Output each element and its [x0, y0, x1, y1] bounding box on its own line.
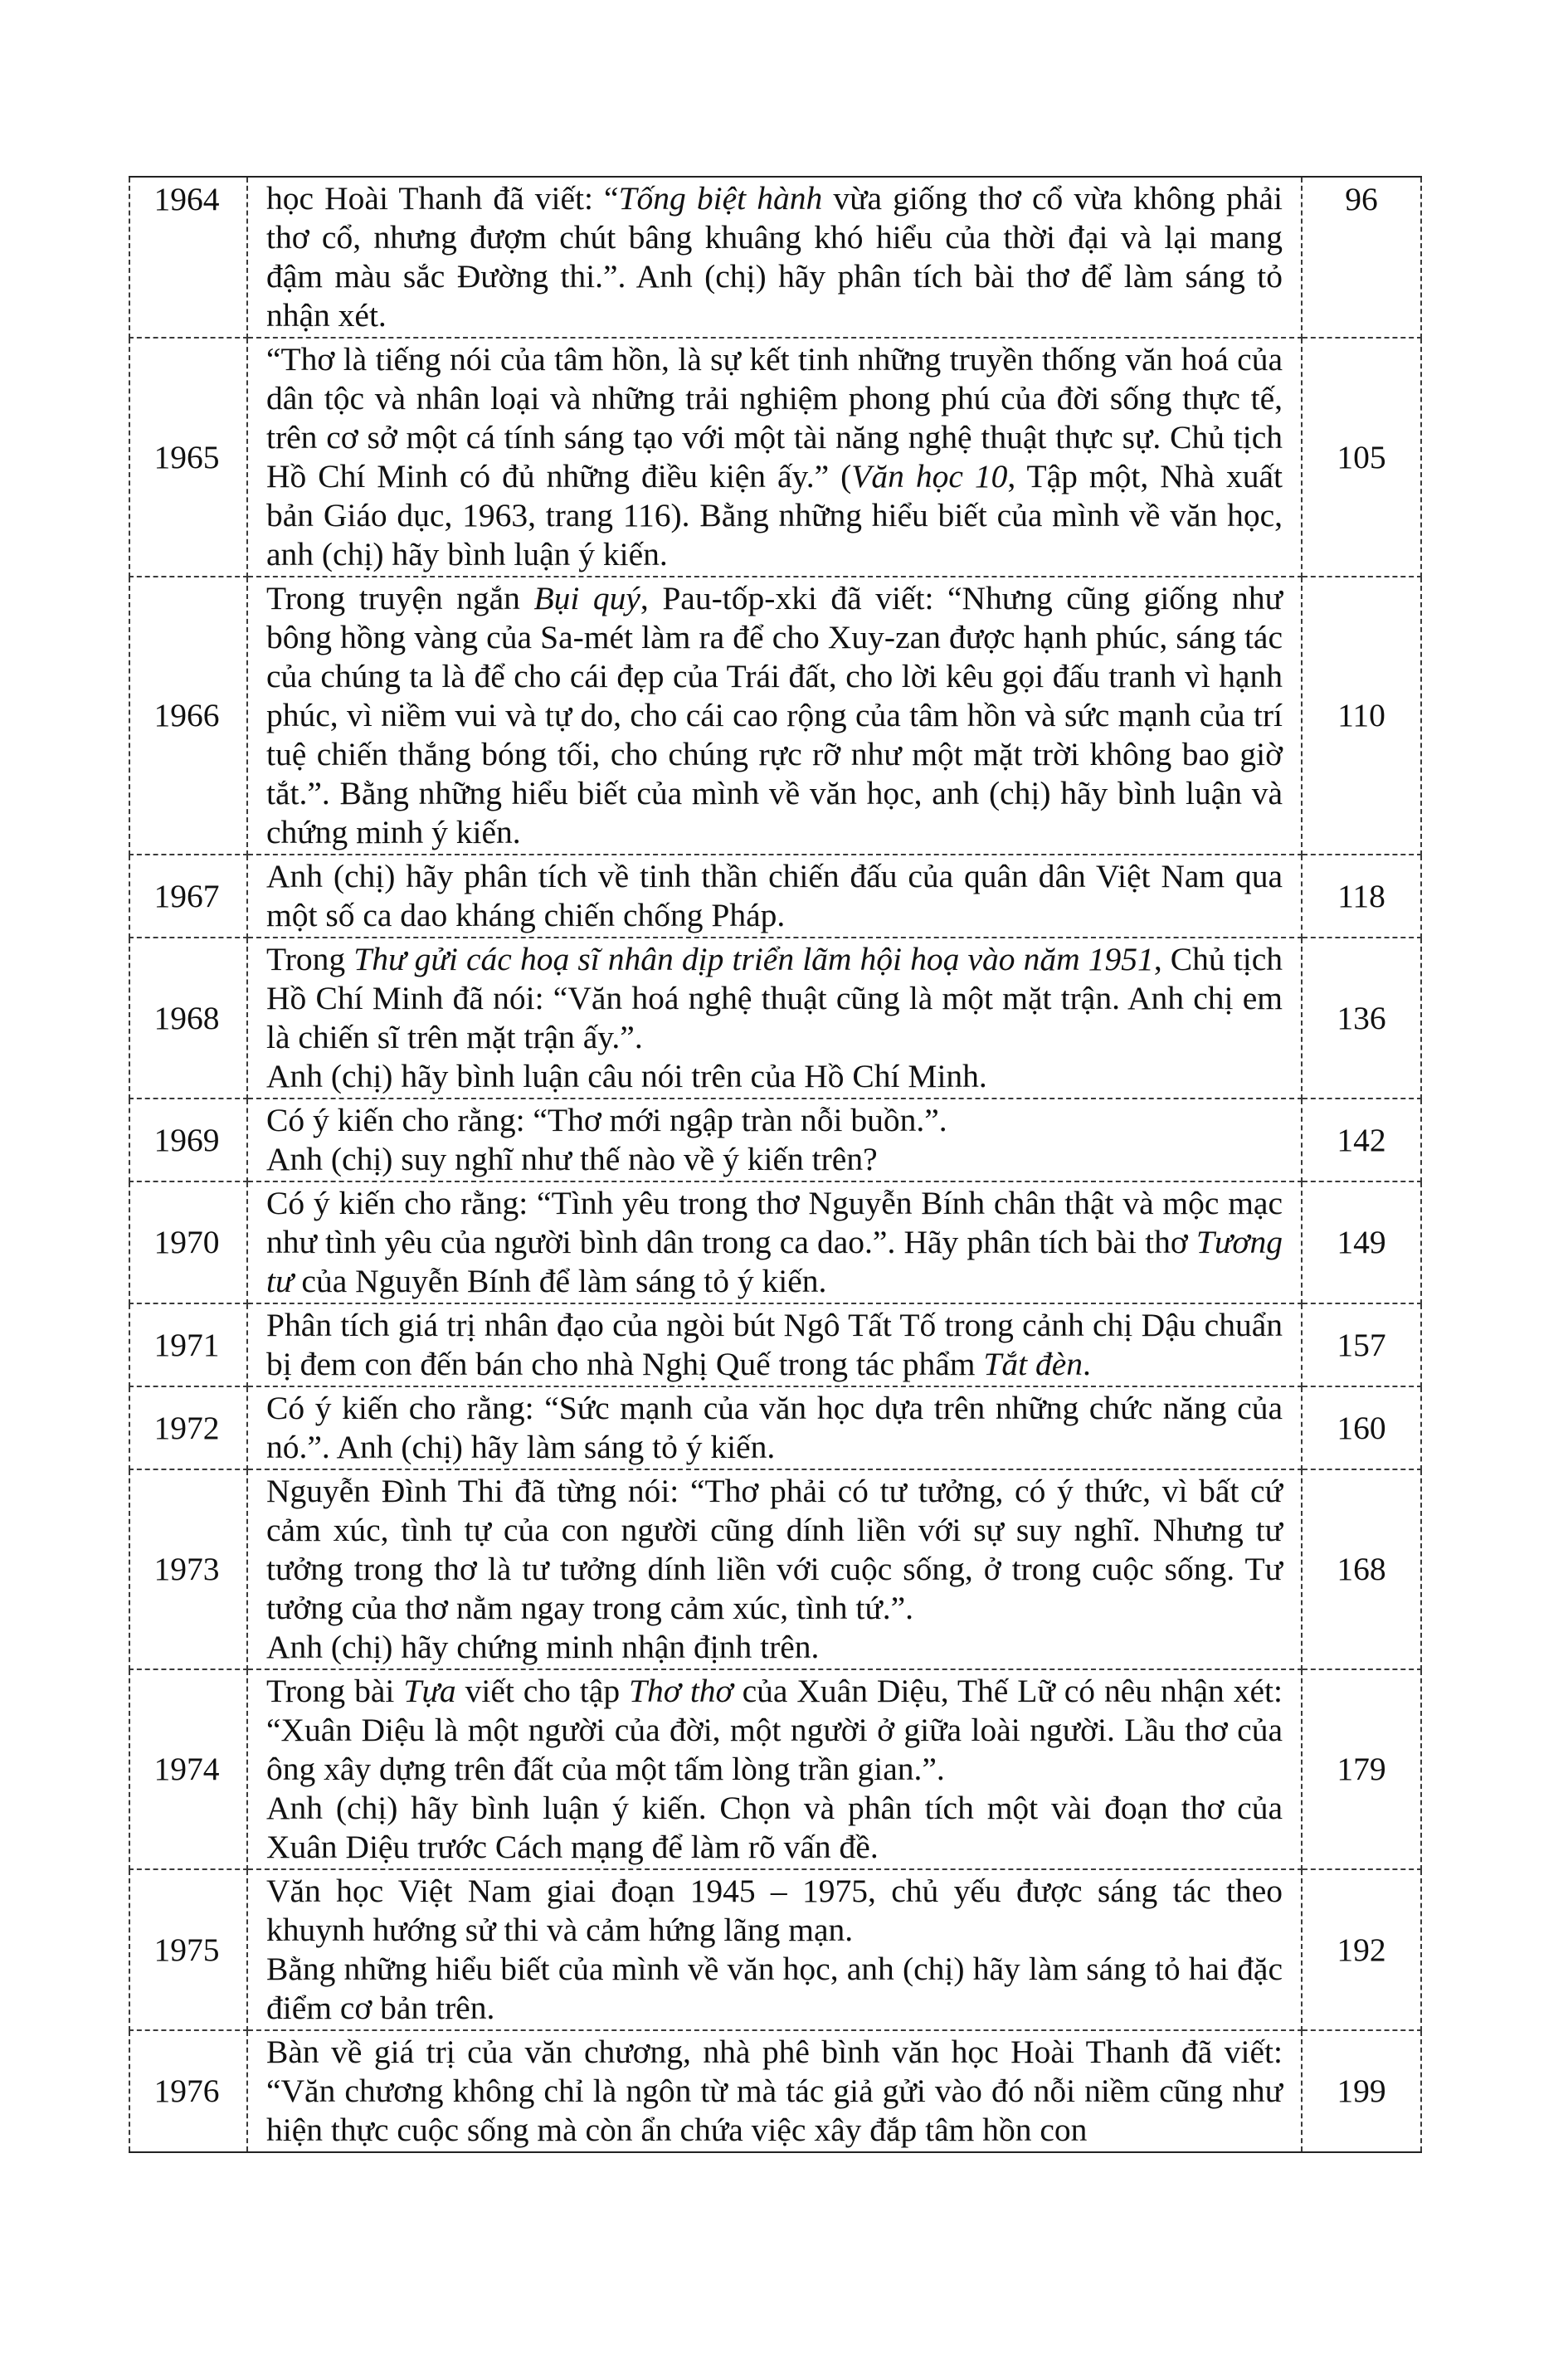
page-number-cell: 96 [1302, 177, 1421, 338]
year-cell: 1974 [129, 1669, 247, 1869]
year-cell: 1970 [129, 1181, 247, 1303]
topic-text-cell [247, 1386, 1302, 1469]
topic-text: Bằng những hiểu biết của mình về văn học, anh (chị) hãy làm sáng tỏ hai đặc điểm cơ bản trên. [266, 1951, 1283, 2026]
topic-text: vừa giống thơ cổ vừa không phải thơ cổ, nhưng đượm chút bâng khuâng khó hiểu của thời đại và lại mang đậm màu sắc Đường thi.”. Anh (chị) hãy phân tích bài thơ để làm sáng tỏ nhận xét. [266, 180, 1283, 334]
topic-text: Trong truyện ngắn [266, 580, 534, 616]
page-number-cell: 157 [1302, 1303, 1421, 1386]
topic-text: Anh (chị) hãy chứng minh nhận định trên. [266, 1629, 820, 1665]
topic-text-cell [247, 577, 1302, 855]
year-cell: 1972 [129, 1386, 247, 1469]
topic-text-cell [247, 1181, 1302, 1303]
topic-text: học Hoài Thanh đã viết: “ [266, 180, 619, 217]
year-cell: 1964 [129, 177, 247, 338]
topic-text: . [1082, 1346, 1091, 1382]
table-row [129, 1469, 1421, 1669]
year-cell: 1973 [129, 1469, 247, 1669]
page-number-cell: 199 [1302, 2030, 1421, 2152]
topic-text: Trong [266, 941, 354, 977]
topic-paragraph [266, 179, 1283, 335]
table-row [129, 177, 1421, 338]
year-cell: 1976 [129, 2030, 247, 2152]
topic-text: Có ý kiến cho rằng: “Sức mạnh của văn học dựa trên những chức năng của nó.”. Anh (chị) hãy làm sáng tỏ ý kiến. [266, 1390, 1283, 1465]
italic-title-text: Bụi quý [533, 580, 640, 616]
exam-topics-table [129, 176, 1422, 2153]
italic-title-text: Tương tư [266, 1224, 1283, 1299]
table-row [129, 1181, 1421, 1303]
topic-paragraph [266, 579, 1283, 852]
topic-text: Văn học Việt Nam giai đoạn 1945 – 1975, chủ yếu được sáng tác theo khuynh hướng sử thi và cảm hứng lãng mạn. [266, 1873, 1283, 1948]
page-number-cell: 118 [1302, 855, 1421, 938]
table-row [129, 1386, 1421, 1469]
italic-title-text: Tống biệt hành [618, 180, 823, 217]
year-cell: 1967 [129, 855, 247, 938]
year-cell: 1965 [129, 338, 247, 577]
year-cell: 1971 [129, 1303, 247, 1386]
topic-text: Trong bài [266, 1673, 404, 1709]
topic-paragraph [266, 1101, 1283, 1140]
year-cell: 1975 [129, 1869, 247, 2030]
topic-text: , Chủ tịch Hồ Chí Minh đã nói: “Văn hoá nghệ thuật cũng là một mặt trận. Anh chị em là chiến sĩ trên mặt trận ấy.”. [266, 941, 1283, 1055]
page-number-cell: 160 [1302, 1386, 1421, 1469]
italic-title-text: Thơ thơ [629, 1673, 733, 1709]
topic-text-cell [247, 1669, 1302, 1869]
italic-title-text: Thư gửi các hoạ sĩ nhân dịp triển lãm hội hoạ vào năm 1951 [353, 941, 1154, 977]
topic-text: Anh (chị) hãy bình luận câu nói trên của Hồ Chí Minh. [266, 1058, 987, 1094]
topic-text: “Thơ là tiếng nói của tâm hồn, là sự kết tinh những truyền thống văn hoá của dân tộc và nhân loại và những trải nghiệm phong phú của đời sống thực tế, trên cơ sở một cá tính sáng tạo với một tài năng nghệ thuật thực sự. Chủ tịch Hồ Chí Minh có đủ những điều kiện ấy.” ( [266, 341, 1283, 494]
topic-text: Nguyễn Đình Thi đã từng nói: “Thơ phải có tư tưởng, có ý thức, vì bất cứ cảm xúc, tình tự của con người cũng dính liền với sự suy nghĩ. Nhưng tư tưởng trong thơ là tư tưởng dính liền với cuộc sống, ở trong cuộc sống. Tư tưởng của thơ nằm ngay trong cảm xúc, tình tứ.”. [266, 1473, 1283, 1626]
table-row [129, 577, 1421, 855]
table-row [129, 938, 1421, 1099]
table-row [129, 1669, 1421, 1869]
topic-paragraph [266, 1672, 1283, 1789]
topic-paragraph [266, 1389, 1283, 1467]
topic-text: Có ý kiến cho rằng: “Tình yêu trong thơ Nguyễn Bính chân thật và mộc mạc như tình yêu của người bình dân trong ca dao.”. Hãy phân tích bài thơ [266, 1185, 1283, 1260]
table-row [129, 1303, 1421, 1386]
topic-text: Bàn về giá trị của văn chương, nhà phê bình văn học Hoài Thanh đã viết: “Văn chương không chỉ là ngôn từ mà tác giả gửi vào đó nỗi niềm cũng như hiện thực cuộc sống mà còn ẩn chứa việc xây đắp tâm hồn con [266, 2034, 1283, 2148]
topic-paragraph [266, 857, 1283, 935]
page-number-cell: 192 [1302, 1869, 1421, 2030]
topic-text: Phân tích giá trị nhân đạo của ngòi bút Ngô Tất Tố trong cảnh chị Dậu chuẩn bị đem con đến bán cho nhà Nghị Quế trong tác phẩm [266, 1307, 1283, 1382]
topic-paragraph [266, 1057, 1283, 1096]
topic-paragraph [266, 1789, 1283, 1867]
table-row [129, 1869, 1421, 2030]
page-number-cell: 179 [1302, 1669, 1421, 1869]
topic-text-cell [247, 1303, 1302, 1386]
table-row [129, 2030, 1421, 2152]
topic-text: Anh (chị) suy nghĩ như thế nào về ý kiến trên? [266, 1141, 878, 1177]
topic-text: Anh (chị) hãy bình luận ý kiến. Chọn và phân tích một vài đoạn thơ của Xuân Diệu trước Cách mạng để làm rõ vấn đề. [266, 1790, 1283, 1865]
year-cell: 1966 [129, 577, 247, 855]
topic-text-cell [247, 338, 1302, 577]
page-number-cell: 136 [1302, 938, 1421, 1099]
topic-paragraph [266, 940, 1283, 1057]
italic-title-text: Văn học 10 [851, 458, 1008, 494]
italic-title-text: Tựa [403, 1673, 456, 1709]
table-row [129, 1099, 1421, 1181]
topic-text-cell [247, 2030, 1302, 2152]
topic-paragraph [266, 1472, 1283, 1628]
table-row [129, 338, 1421, 577]
topic-text-cell [247, 1869, 1302, 2030]
topic-text: Có ý kiến cho rằng: “Thơ mới ngập tràn nỗi buồn.”. [266, 1102, 947, 1138]
topic-paragraph [266, 1140, 1283, 1179]
topic-paragraph [266, 340, 1283, 574]
page-number-cell: 110 [1302, 577, 1421, 855]
table-body [129, 177, 1421, 2152]
page-number-cell: 142 [1302, 1099, 1421, 1181]
topic-paragraph [266, 1628, 1283, 1667]
topic-paragraph [266, 1872, 1283, 1950]
table-row [129, 855, 1421, 938]
year-cell: 1969 [129, 1099, 247, 1181]
topic-paragraph [266, 1950, 1283, 2028]
topic-text-cell [247, 938, 1302, 1099]
topic-text-cell [247, 1099, 1302, 1181]
topic-text-cell [247, 177, 1302, 338]
topic-text-cell [247, 855, 1302, 938]
page-number-cell: 105 [1302, 338, 1421, 577]
topic-paragraph [266, 1184, 1283, 1301]
topic-text: của Xuân Diệu, Thế Lữ có nêu nhận xét: “Xuân Diệu là một người của đời, một người ở giữa loài người. Lầu thơ của ông xây dựng trên đất của một tấm lòng trần gian.”. [266, 1673, 1283, 1787]
topic-text: , Tập một, Nhà xuất bản Giáo dục, 1963, trang 116). Bằng những hiểu biết của mình về văn học, anh (chị) hãy bình luận ý kiến. [266, 458, 1283, 572]
italic-title-text: Tắt đèn [983, 1346, 1083, 1382]
topic-paragraph [266, 2033, 1283, 2150]
topic-text-cell [247, 1469, 1302, 1669]
topic-text: Anh (chị) hãy phân tích về tinh thần chiến đấu của quân dân Việt Nam qua một số ca dao kháng chiến chống Pháp. [266, 858, 1283, 933]
topic-paragraph [266, 1306, 1283, 1384]
topic-text: , Pau-tốp-xki đã viết: “Nhưng cũng giống như bông hồng vàng của Sa-mét làm ra để cho Xuy-zan được hạnh phúc, sáng tác của chúng ta là để cho cái đẹp của Trái đất, cho lời kêu gọi đấu tranh vì hạnh phúc, vì niềm vui và tự do, cho cái cao rộng của tâm hồn và sức mạnh của trí tuệ chiến thắng bóng tối, cho chúng rực rỡ như một mặt trời không bao giờ tắt.”. Bằng những hiểu biết của mình về văn học, anh (chị) hãy bình luận và chứng minh ý kiến. [266, 580, 1283, 850]
topic-text: của Nguyễn Bính để làm sáng tỏ ý kiến. [293, 1263, 827, 1299]
page-number-cell: 149 [1302, 1181, 1421, 1303]
page-number-cell: 168 [1302, 1469, 1421, 1669]
topic-text: viết cho tập [455, 1673, 630, 1709]
year-cell: 1968 [129, 938, 247, 1099]
